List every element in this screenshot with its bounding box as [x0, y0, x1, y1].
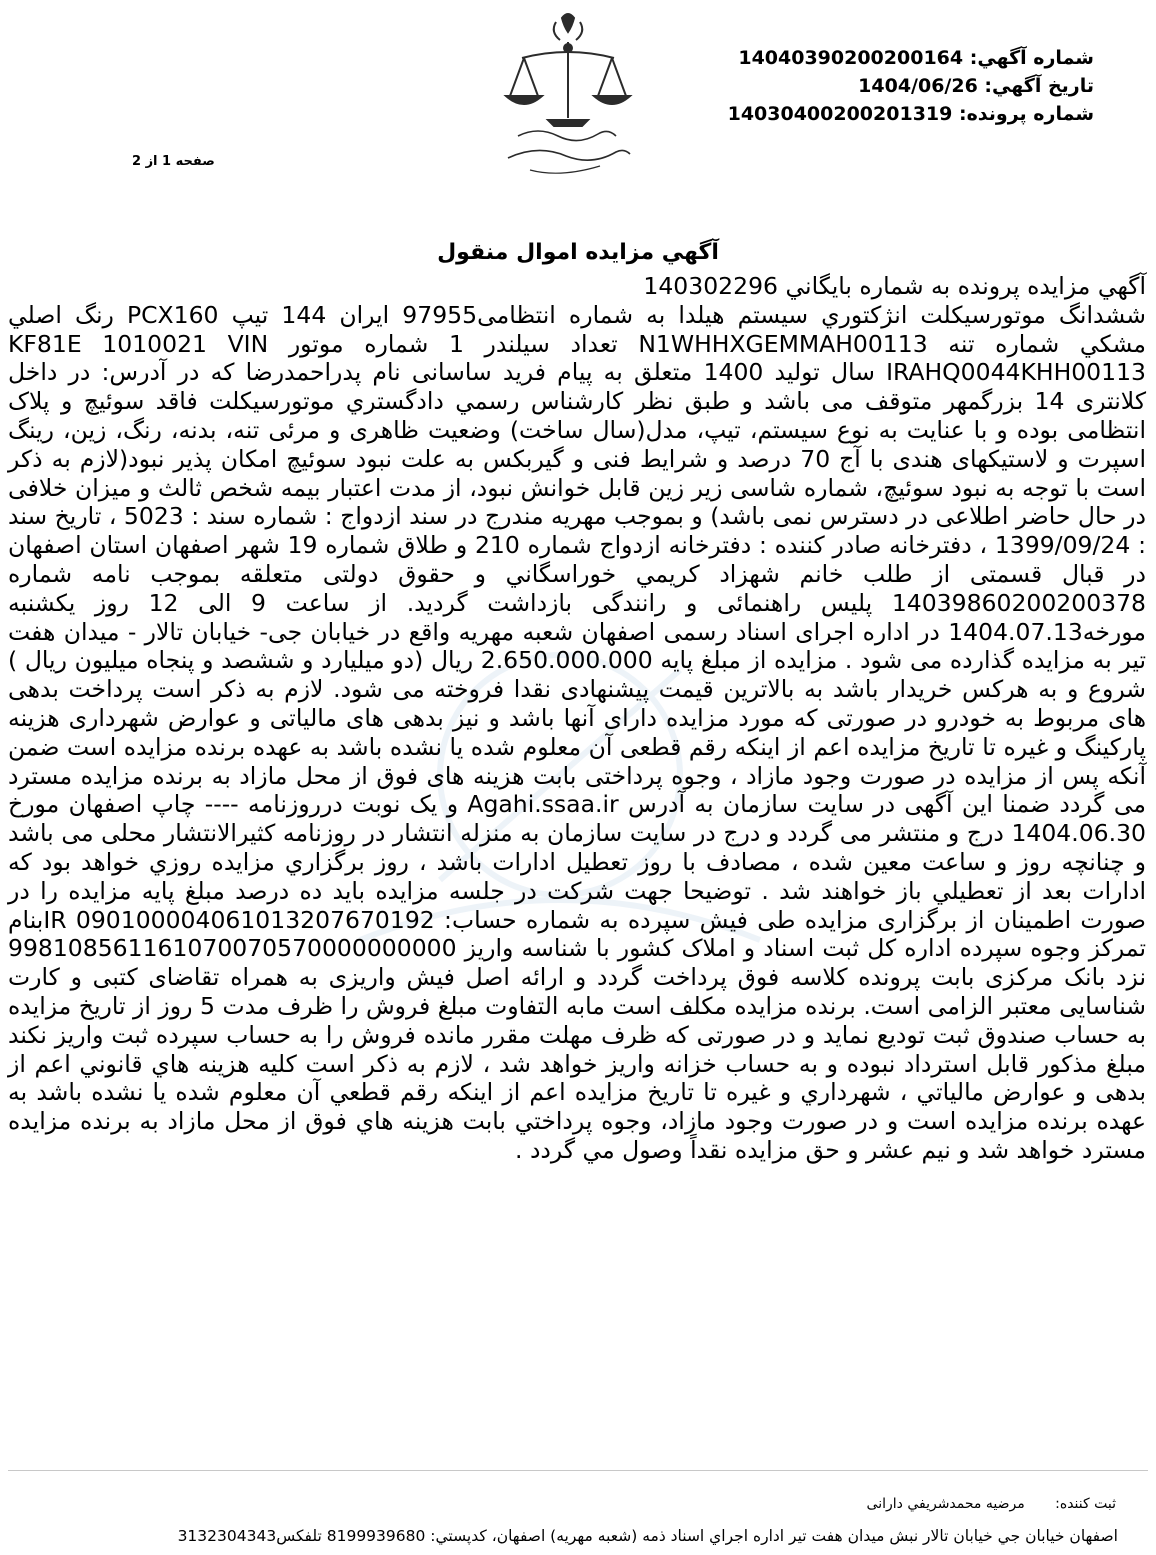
registrar-name: مرضيه محمدشريفي دارانى: [866, 1496, 1025, 1512]
file-number-row: [728, 100, 1094, 128]
notice-paragraph: ششدانگ موتورسيكلت انژكتوري سيستم هيلدا به شماره انتظامی97955 ايران 144 تيپ PCX160 رنگ اصلي مشكي شماره تنه N1WHHXGEMMAH00113 تعداد سيلندر 1 شماره موتور KF81E 1010021 VIN IRAHQ0044KHH00113 سال توليد 1400 متعلق به پيام فريد ساسانی نام پدراحمدرضا که در آدرس: در داخل کلانتری 14 بزرگمهر متوقف می باشد و طبق نظر کارشناس رسمي دادگستري موتورسيکلت فاقد سوئيچ و پلاک انتظامی بوده و با عنايت به نوع سيستم، تيپ، مدل(سال ساخت) وضعيت ظاهری و مرئی تنه، بدنه، رنگ، زين، رينگ اسپرت و لاستيکهای هندی با آج 70 درصد و شرايط فنی و گيربکس به علت نبود سوئيچ امکان پذير نبود(لازم به ذکر است با توجه به نبود سوئيچ، شماره شاسی زير زين قابل خوانش نبود، از مدت اعتبار بيمه شخص ثالث و ميزان خلافی در حال حاضر اطلاعی در دسترس نمی باشد) و بموجب مهريه مندرج در سند ازدواج : شماره سند : 5023 ، تاريخ سند : 1399/09/24 ، دفترخانه صادر کننده : دفترخانه ازدواج شماره 210 و طلاق شماره 19 شهر اصفهان استان اصفهان در قبال قسمتی از طلب خانم شهزاد کريمي خوراسگاني و حقوق دولتی متعلقه بموجب نامه شماره 14039860200200378 پليس راهنمائی و رانندگی بازداشت گرديد. از ساعت 9 الی 12 روز يکشنبه مورخه1404.07.13 در اداره اجرای اسناد رسمی اصفهان شعبه مهريه واقع در خيابان جی- خيابان تالار - ميدان هفت تير به مزايده گذارده می شود . مزايده از مبلغ پايه 2.650.000.000 ريال (دو ميليارد و ششصد و پنجاه ميليون ريال ) شروع و به هرکس خريدار باشد به بالاترين قيمت پيشنهادی نقدا فروخته می شود. لازم به ذکر است پرداخت بدهی های مربوط به خودرو در صورتی که مورد مزايده دارای آنها باشد و نيز بدهی های مالياتی و عوارض شهرداری هزينه پارکينگ و غيره تا تاريخ مزايده اعم از اينکه رقم قطعی آن معلوم شده يا نشده باشد به عهده برنده مزايده است ضمن آنکه پس از مزايده در صورت وجود مازاد ، وجوه پرداختی بابت هزينه های فوق از محل مازاد به برنده مزايده مسترد می گردد ضمنا اين آگهی در سايت سازمان به آدرس Agahi.ssaa.ir و يک نوبت درروزنامه ---- چاپ اصفهان مورخ 1404.06.30 درج و منتشر می گردد و درج در سايت سازمان به منزله انتشار در روزنامه کثيرالانتشار محلی می باشد و چنانچه روز و ساعت معين شده ، مصادف با روز تعطيل ادارات باشد ، روز برگزاري مزايده روزي خواهد بود که ادارات بعد از تعطيلي باز خواهند شد . توضيحا جهت شرکت در جلسه مزايده بايد ده درصد مبلغ پايه مزايده را در صورت اطمينان از برگزاری مزايده طی فيش سپرده به شماره حساب: IR 090100004061013207670192بنام تمرکز وجوه سپرده اداره کل ثبت اسناد و املاک کشور با شناسه واريز 998108561161070070570000000000 نزد بانک مرکزی بابت پرونده کلاسه فوق پرداخت گردد و ارائه اصل فيش واريزی به همراه تقاضای کتبی و کارت شناسايی معتبر الزامی است. برنده مزايده مکلف است مابه التفاوت مبلغ فروش را ظرف مدت 5 روز از تاريخ مزايده به حساب صندوق ثبت توديع نمايد و در صورتی که ظرف مهلت مقرر مانده فروش را به حساب سپرده ثبت واريز نکند مبلغ مذکور قابل استرداد نبوده و به حساب خزانه واريز خواهد شد ، لازم به ذکر است کليه هزينه هاي قانوني اعم از بدهی و عوارض مالياتي ، شهرداري و غيره تا تاريخ مزايده اعم از اينکه رقم قطعي آن معلوم شده يا نشده باشد به عهده برنده مزايده است و در صورت وجود مازاد، وجوه پرداختي بابت هزينه هاي فوق از محل مازاد به برنده مزايده مسترد خواهد شد و نيم عشر و حق مزايده نقداً وصول مي گردد .: [8, 300, 1147, 1164]
notice-metadata: [728, 44, 1094, 128]
judiciary-emblem-icon: [478, 6, 658, 186]
ad-date-label: تاريخ آگهي:: [984, 75, 1094, 97]
notice-title: آگهي مزايده اموال منقول: [437, 240, 719, 265]
page-indicator: صفحه 1 از 2: [132, 154, 215, 169]
ad-number-row: [728, 44, 1094, 72]
notice-body: [8, 272, 1146, 1165]
registrar-row: [867, 1496, 1116, 1512]
file-number: 14030400200201319: [727, 103, 953, 125]
file-number-label: شماره پرونده:: [958, 103, 1094, 125]
registrar-label: ثبت كننده:: [1055, 1496, 1116, 1512]
ad-date: 1404/06/26: [858, 75, 978, 97]
ad-number-label: شماره آگهي:: [969, 47, 1094, 69]
footer-divider: [8, 1470, 1148, 1471]
ad-number: 14040390200200164: [738, 47, 964, 69]
ad-date-row: [728, 72, 1094, 100]
notice-paragraph: آگهي مزايده پرونده به شماره بايگاني 140302296: [643, 272, 1146, 300]
office-address: اصفهان خيابان جي خيابان تالار نبش ميدان هفت تير اداره اجراي اسناد ذمه (شعبه مهريه) اصفهان، كدپستي: 8199939680 تلفكس3132304343: [177, 1527, 1118, 1545]
